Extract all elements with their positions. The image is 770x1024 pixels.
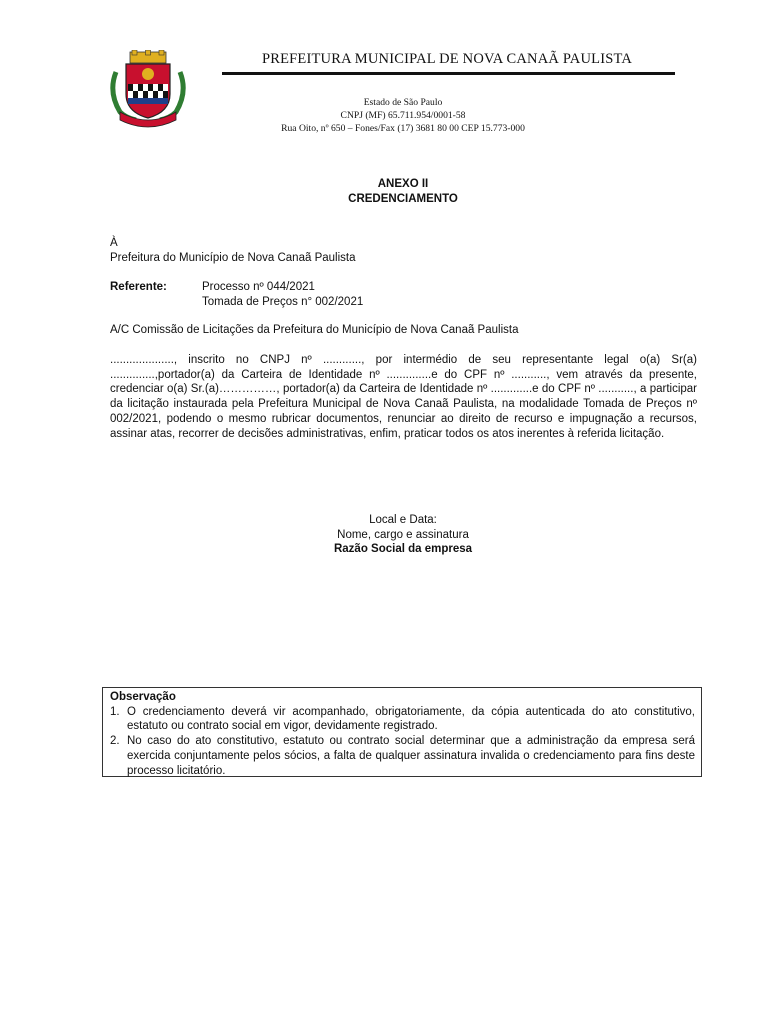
header-cnpj: CNPJ (MF) 65.711.954/0001-58 xyxy=(340,110,466,121)
signature-place-date: Local e Data: xyxy=(369,514,437,526)
observation-item-text: O credenciamento deverá vir acompanhado, obrigatoriamente, da cópia autenticada do ato constitutivo, estatuto ou contrato social em vigor, devidamente registrado. xyxy=(127,705,695,733)
header-address: Rua Oito, nº 650 – Fones/Fax (17) 3681 80 00 CEP 15.773-000 xyxy=(281,123,525,134)
attention-line: A/C Comissão de Licitações da Prefeitura do Município de Nova Canaã Paulista xyxy=(110,324,519,336)
observation-item-number: 2. xyxy=(110,735,120,748)
observation-box xyxy=(102,687,702,777)
body-paragraph xyxy=(110,353,697,441)
addressee xyxy=(110,236,697,265)
observation-title: Observação xyxy=(110,691,176,703)
observation-item xyxy=(110,734,695,778)
header-state: Estado de São Paulo xyxy=(363,97,443,108)
crest-emblem-icon xyxy=(106,50,190,128)
annex-heading xyxy=(222,177,584,207)
annex-title: CREDENCIAMENTO xyxy=(348,193,458,205)
header-title: PREFEITURA MUNICIPAL DE NOVA CANAÃ PAULISTA xyxy=(261,51,633,67)
observation-item xyxy=(110,705,695,734)
reference xyxy=(110,280,697,309)
addressee-name: Prefeitura do Município de Nova Canaã Paulista xyxy=(110,251,356,264)
observation-item-text: No caso do ato constitutivo, estatuto ou contrato social determinar que a administração da empresa será exercida conjuntamente pelos sócios, a falta de qualquer assinatura invalida o credenciamento para fins deste processo licitatório. xyxy=(127,735,695,777)
reference-process: Processo nº 044/2021 xyxy=(202,281,315,293)
reference-modality: Tomada de Preços n° 002/2021 xyxy=(202,295,364,308)
signature-block xyxy=(222,513,584,557)
signature-company: Razão Social da empresa xyxy=(333,543,473,556)
body-text: ...................., inscrito no CNPJ nº ............, por intermédio de seu representante legal o(a) Sr(a) ..............,portador(a) da Carteira de Identidade nº ..............e do CPF nº ..........., vem através da presente, credenciar o(a) Sr.(a)……………, portador(a) da Carteira de Identidade nº .............e do CPF nº ..........., a participar da licitação instaurada pela Prefeitura Municipal de Nova Canaã Paulista, na modalidade Tomada de Preços nº 002/2021, podendo o mesmo rubricar documentos, renunciar ao direito de recurso e impugnação a recursos, assinar atas, recorrer de decisões administrativas, enfim, praticar todos os atos inerentes à referida licitação. xyxy=(110,354,697,440)
observation-item-number: 1. xyxy=(110,705,120,718)
header-info xyxy=(222,96,584,135)
addressee-to: À xyxy=(110,237,118,249)
annex-number: ANEXO II xyxy=(377,178,429,190)
municipal-crest xyxy=(106,50,190,128)
reference-label: Referente: xyxy=(110,281,167,293)
signature-name-role: Nome, cargo e assinatura xyxy=(337,528,469,541)
header-divider xyxy=(222,72,675,75)
observation-list xyxy=(110,705,695,779)
